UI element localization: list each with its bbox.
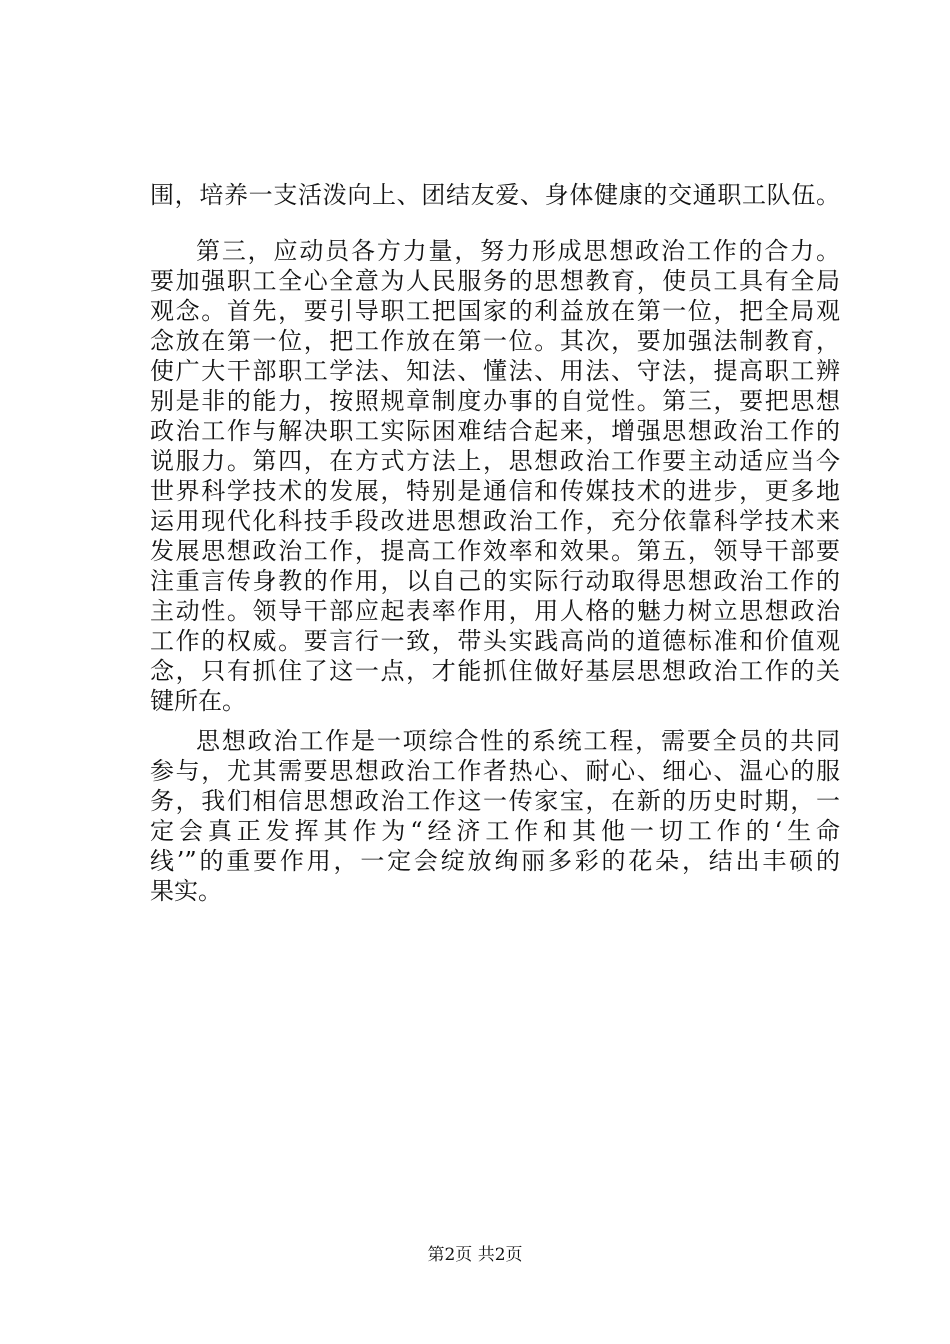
paragraph-line: 第三，应动员各方力量，努力形成思想政治工作的合力。 — [196, 237, 840, 265]
paragraph-line: 使广大干部职工学法、知法、懂法、用法、守法，提高职工辨 — [150, 357, 840, 385]
paragraph-line: 念，只有抓住了这一点，才能抓住做好基层思想政治工作的关 — [150, 657, 840, 685]
paragraph-line: 键所在。 — [150, 687, 246, 715]
page-number-label: 第2页 共2页 — [427, 1245, 523, 1265]
paragraph-line: 线’”的重要作用，一定会绽放绚丽多彩的花朵，结出丰硕的 — [150, 847, 840, 875]
paragraph-line: 果实。 — [150, 877, 222, 905]
paragraph-line: 发展思想政治工作，提高工作效率和效果。第五，领导干部要 — [150, 537, 840, 565]
paragraph-line: 思想政治工作是一项综合性的系统工程，需要全员的共同 — [196, 727, 840, 755]
paragraph-line: 念放在第一位，把工作放在第一位。其次，要加强法制教育， — [150, 327, 840, 355]
paragraph-line: 主动性。领导干部应起表率作用，用人格的魅力树立思想政治 — [150, 597, 840, 625]
paragraph-line: 观念。首先，要引导职工把国家的利益放在第一位，把全局观 — [150, 297, 840, 325]
paragraph-line: 工作的权威。要言行一致，带头实践高尚的道德标准和价值观 — [150, 627, 840, 655]
paragraph-line: 注重言传身教的作用，以自己的实际行动取得思想政治工作的 — [150, 567, 840, 595]
paragraph-line: 政治工作与解决职工实际困难结合起来，增强思想政治工作的 — [150, 417, 840, 445]
paragraph-line: 运用现代化科技手段改进思想政治工作，充分依靠科学技术来 — [150, 507, 840, 535]
page-footer — [0, 1244, 950, 1266]
paragraph-line: 要加强职工全心全意为人民服务的思想教育，使员工具有全局 — [150, 267, 840, 295]
paragraph-line: 定会真正发挥其作为“经济工作和其他一切工作的‘生命 — [150, 817, 840, 845]
paragraph-line: 说服力。第四，在方式方法上，思想政治工作要主动适应当今 — [150, 447, 840, 475]
paragraph-line: 围，培养一支活泼向上、团结友爱、身体健康的交通职工队伍。 — [150, 181, 840, 209]
paragraph-line: 别是非的能力，按照规章制度办事的自觉性。第三，要把思想 — [150, 387, 840, 415]
paragraph-line: 世界科学技术的发展，特别是通信和传媒技术的进步，更多地 — [150, 477, 840, 505]
paragraph-line: 务，我们相信思想政治工作这一传家宝，在新的历史时期，一 — [150, 787, 840, 815]
paragraph-line: 参与，尤其需要思想政治工作者热心、耐心、细心、温心的服 — [150, 757, 840, 785]
